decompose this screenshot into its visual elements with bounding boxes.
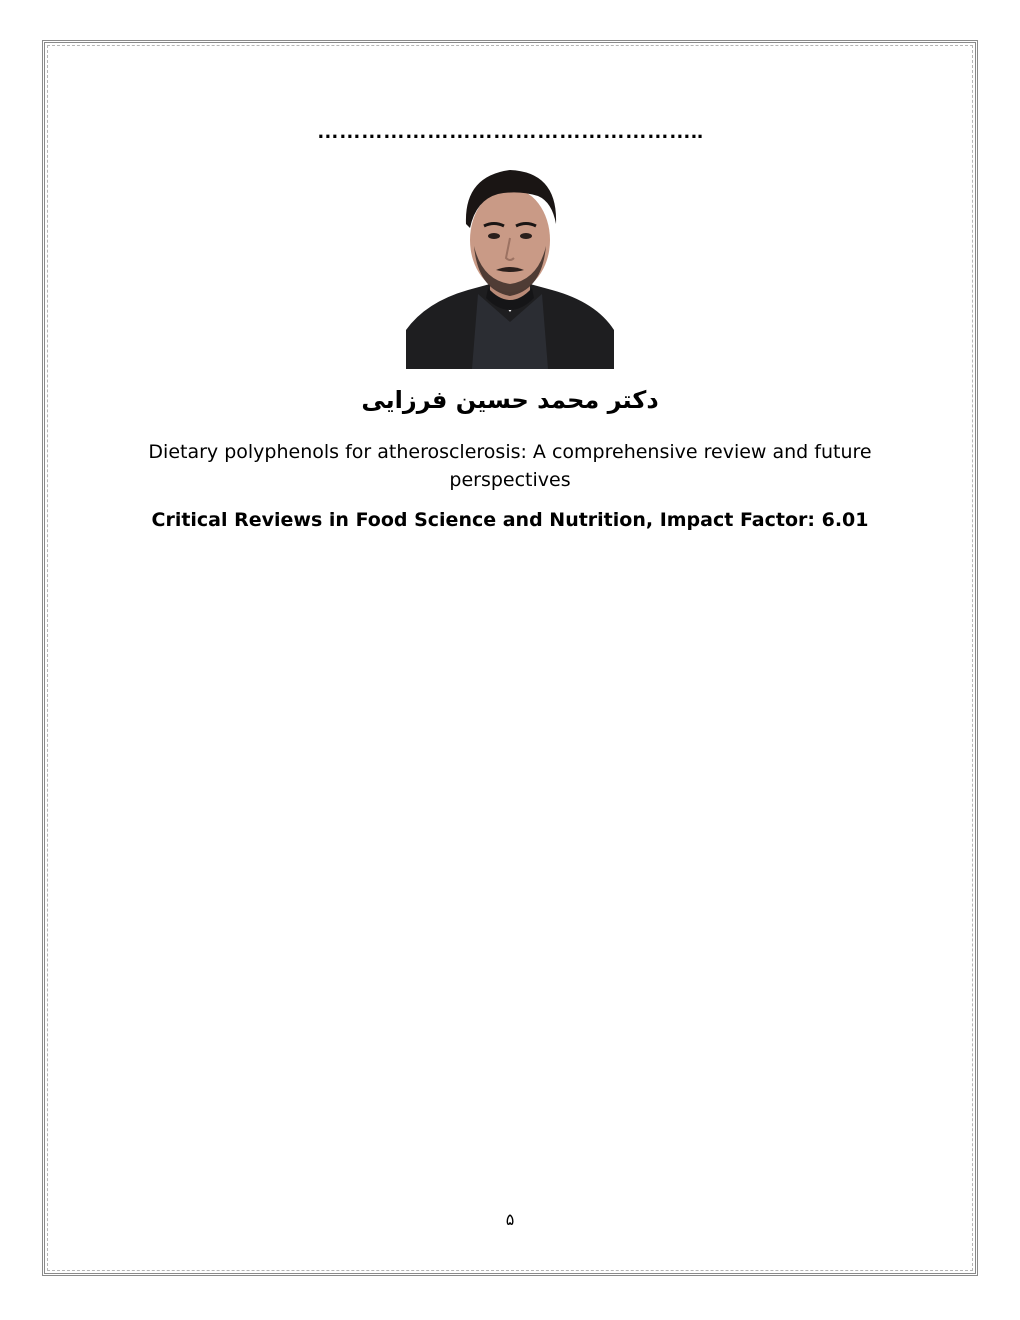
paper-title: Dietary polyphenols for atherosclerosis: A comprehensive review and future perspectives <box>148 441 872 491</box>
page-number: ۵ <box>505 1210 515 1229</box>
dotted-separator: …………………………………………….. <box>316 118 704 143</box>
portrait-image <box>406 162 614 369</box>
author-name: دکتر محمد حسین فرزایی <box>361 386 659 414</box>
author-photo <box>406 162 614 369</box>
journal-impact-factor: Critical Reviews in Food Science and Nutrition, Impact Factor: 6.01 <box>151 509 869 531</box>
